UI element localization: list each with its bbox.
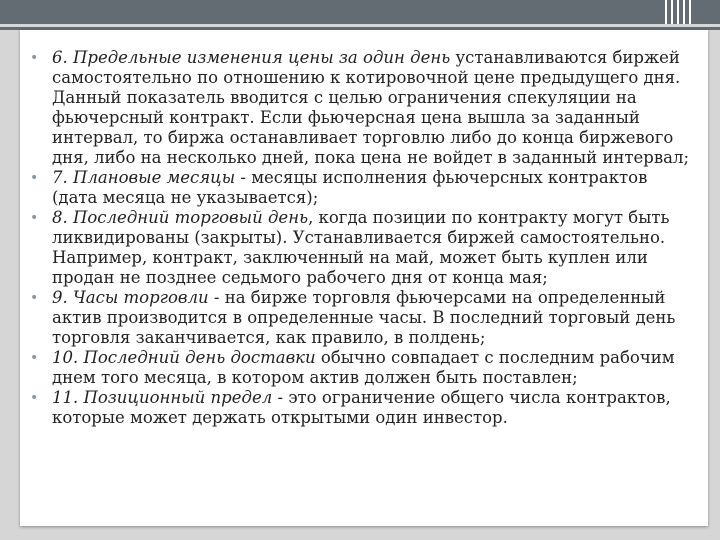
bullet-list	[20, 30, 708, 428]
list-item	[30, 48, 690, 168]
list-item-text: , когда позиции по контракту могут быть ликвидированы (закрыты). Устанавливается биржей самостоятельно. Например, контракт, заключенный на май, может быть куплен или продан не позднее седьмого рабочего дня от конца мая;	[52, 208, 670, 287]
list-item	[30, 168, 690, 208]
list-item-text: устанавливаются биржей самостоятельно по отношению к котировочной цене предыдущего дня. Данный показатель вводится с целью ограничения спекуляции на фьючерсный контракт. Если фьючерсная цена вышла за заданный интервал, то биржа останавливает торговлю либо до конца биржевого дня, либо на несколько дней, пока цена не войдет в заданный интервал;	[52, 48, 689, 167]
list-item	[30, 208, 690, 288]
list-item-term: 7. Плановые месяцы	[52, 168, 236, 187]
list-item-text: - месяцы исполнения фьючерсных контрактов (дата месяца не указывается);	[52, 168, 648, 207]
slide-content-card	[20, 30, 708, 526]
top-bar-accent-stripe	[683, 0, 685, 24]
top-bar-accent-stripe	[671, 0, 673, 24]
bullet-icon: •	[30, 290, 39, 306]
list-item-term: 6. Предельные изменения цены за один день	[52, 48, 451, 67]
top-bar-accent-stripe	[665, 0, 667, 24]
list-item-term: 8. Последний торговый день	[52, 208, 309, 227]
list-item	[30, 288, 690, 348]
list-item-term: 11. Позиционный предел	[52, 388, 273, 407]
top-bar-accent-stripe	[689, 0, 691, 24]
top-bar	[0, 0, 720, 24]
list-item-term: 10. Последний день доставки	[52, 348, 316, 367]
bullet-icon: •	[30, 350, 39, 366]
bullet-icon: •	[30, 210, 39, 226]
list-item	[30, 348, 690, 388]
list-item-text: обычно совпадает с последним рабочим днем того месяца, в котором актив должен быть поставлен;	[52, 348, 675, 387]
top-bar-accent-stripe	[677, 0, 679, 24]
bullet-icon: •	[30, 170, 39, 186]
list-item-text: - это ограничение общего числа контрактов, которые может держать открытыми один инвестор.	[52, 388, 671, 427]
list-item-term: 9. Часы торговли	[52, 288, 209, 307]
list-item-text: - на бирже торговля фьючерсами на определенный актив производится в определенные часы. В последний торговый день торговля заканчивается, как правило, в полдень;	[52, 288, 676, 347]
bullet-icon: •	[30, 390, 39, 406]
bullet-icon: •	[30, 50, 39, 66]
list-item	[30, 388, 690, 428]
